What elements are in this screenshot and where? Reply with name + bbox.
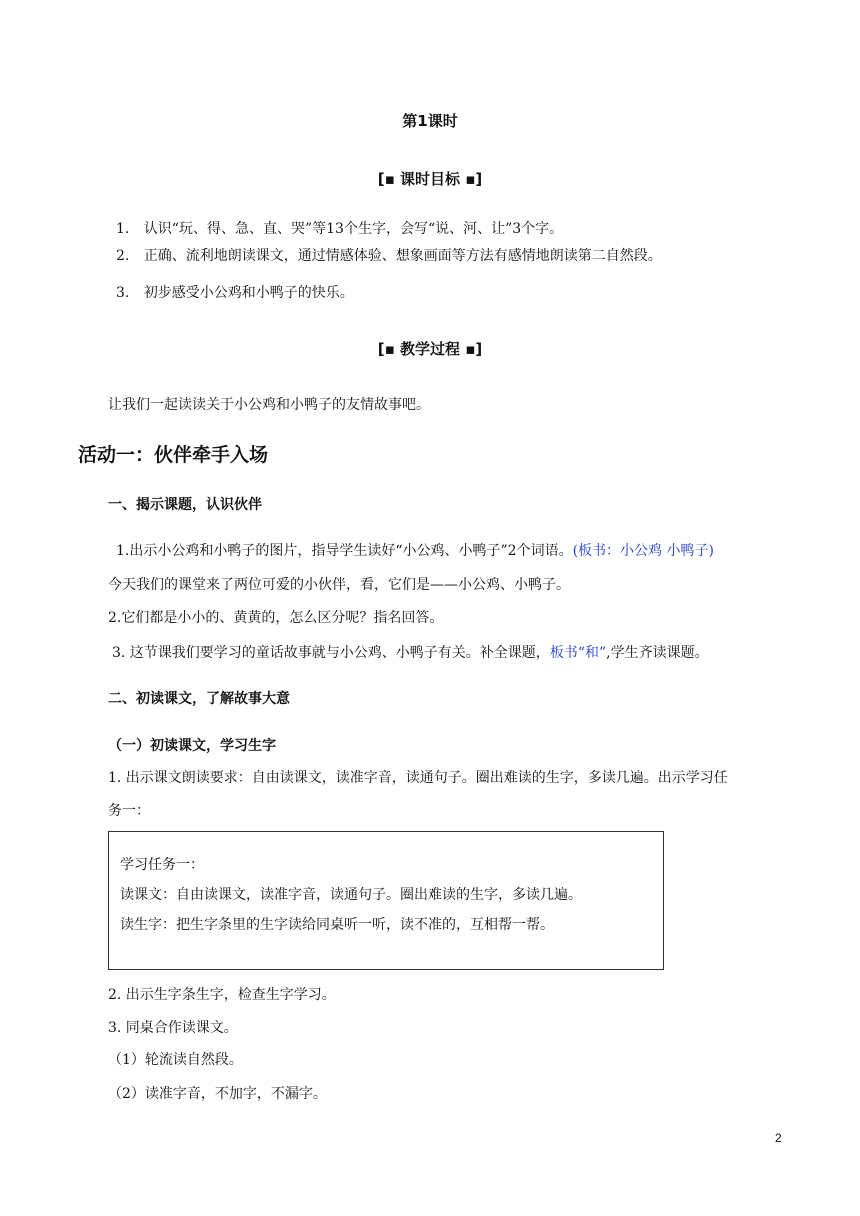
goals-heading: [▪ 课时目标 ▪] <box>377 170 483 188</box>
section1-item1 <box>116 540 714 560</box>
goal-item <box>116 218 563 238</box>
section2-sub2: （2）读准字音，不加字，不漏字。 <box>108 1086 327 1102</box>
item1-text: 1.出示小公鸡和小鸭子的图片，指导学生读好“小公鸡、小鸭子”2个词语。 <box>116 543 573 559</box>
goal-number: 3. <box>116 285 130 301</box>
item3-text: 3. 这节课我们要学习的童话故事就与小公鸡、小鸭子有关。补全课题， <box>112 645 550 661</box>
section2-heading: 二、初读课文，了解故事大意 <box>108 691 290 707</box>
section1-heading: 一、揭示课题，认识伙伴 <box>108 497 262 513</box>
lesson-title: 第1课时 <box>402 112 458 130</box>
goal-item <box>116 282 354 302</box>
task-box <box>108 831 664 970</box>
page-number: 2 <box>775 1131 782 1145</box>
task-box-line1: 读课文：自由读课文，读准字音，读通句子。圈出难读的生字，多读几遍。 <box>120 887 582 903</box>
goal-text: 正确、流利地朗读课文，通过情感体验、想象画面等方法有感情地朗读第二自然段。 <box>143 248 662 264</box>
goal-number: 2. <box>116 248 130 264</box>
section2-sub1: （1）轮流读自然段。 <box>108 1052 243 1068</box>
process-heading: [▪ 教学过程 ▪] <box>377 340 483 358</box>
section1-item3 <box>112 642 709 662</box>
section1-item1-line2: 今天我们的课堂来了两位可爱的小伙伴，看，它们是——小公鸡、小鸭子。 <box>108 577 570 593</box>
section2-item1-line1: 1. 出示课文朗读要求：自由读课文，读准字音，读通句子。圈出难读的生字，多读几遍。出示学习任 <box>108 770 728 786</box>
section2-item3: 3. 同桌合作读课文。 <box>108 1020 238 1036</box>
goal-item <box>116 245 662 265</box>
task-box-line2: 读生字：把生字条里的生字读给同桌听一听，读不准的，互相帮一帮。 <box>120 917 554 933</box>
goal-text: 初步感受小公鸡和小鸭子的快乐。 <box>143 285 354 301</box>
board-note: (板书：小公鸡 小鸭子) <box>572 543 714 559</box>
intro-text: 让我们一起读读关于小公鸡和小鸭子的友情故事吧。 <box>108 397 430 413</box>
section1-item2: 2.它们都是小小的、黄黄的，怎么区分呢？指名回答。 <box>108 610 444 626</box>
goal-text: 认识“玩、得、急、直、哭”等13个生字，会写“说、河、让”3个字。 <box>143 221 564 237</box>
item3-post: ,学生齐读课题。 <box>606 645 709 661</box>
task-box-title: 学习任务一： <box>120 857 204 873</box>
goal-number: 1. <box>116 221 130 237</box>
section2-item1-line2: 务一： <box>108 803 150 819</box>
activity-title: 活动一：伙伴牵手入场 <box>78 444 269 466</box>
section2-subheading: （一）初读课文，学习生字 <box>108 738 276 754</box>
board-note: 板书“和” <box>549 645 607 661</box>
section2-item2: 2. 出示生字条生字，检查生字学习。 <box>108 987 336 1003</box>
